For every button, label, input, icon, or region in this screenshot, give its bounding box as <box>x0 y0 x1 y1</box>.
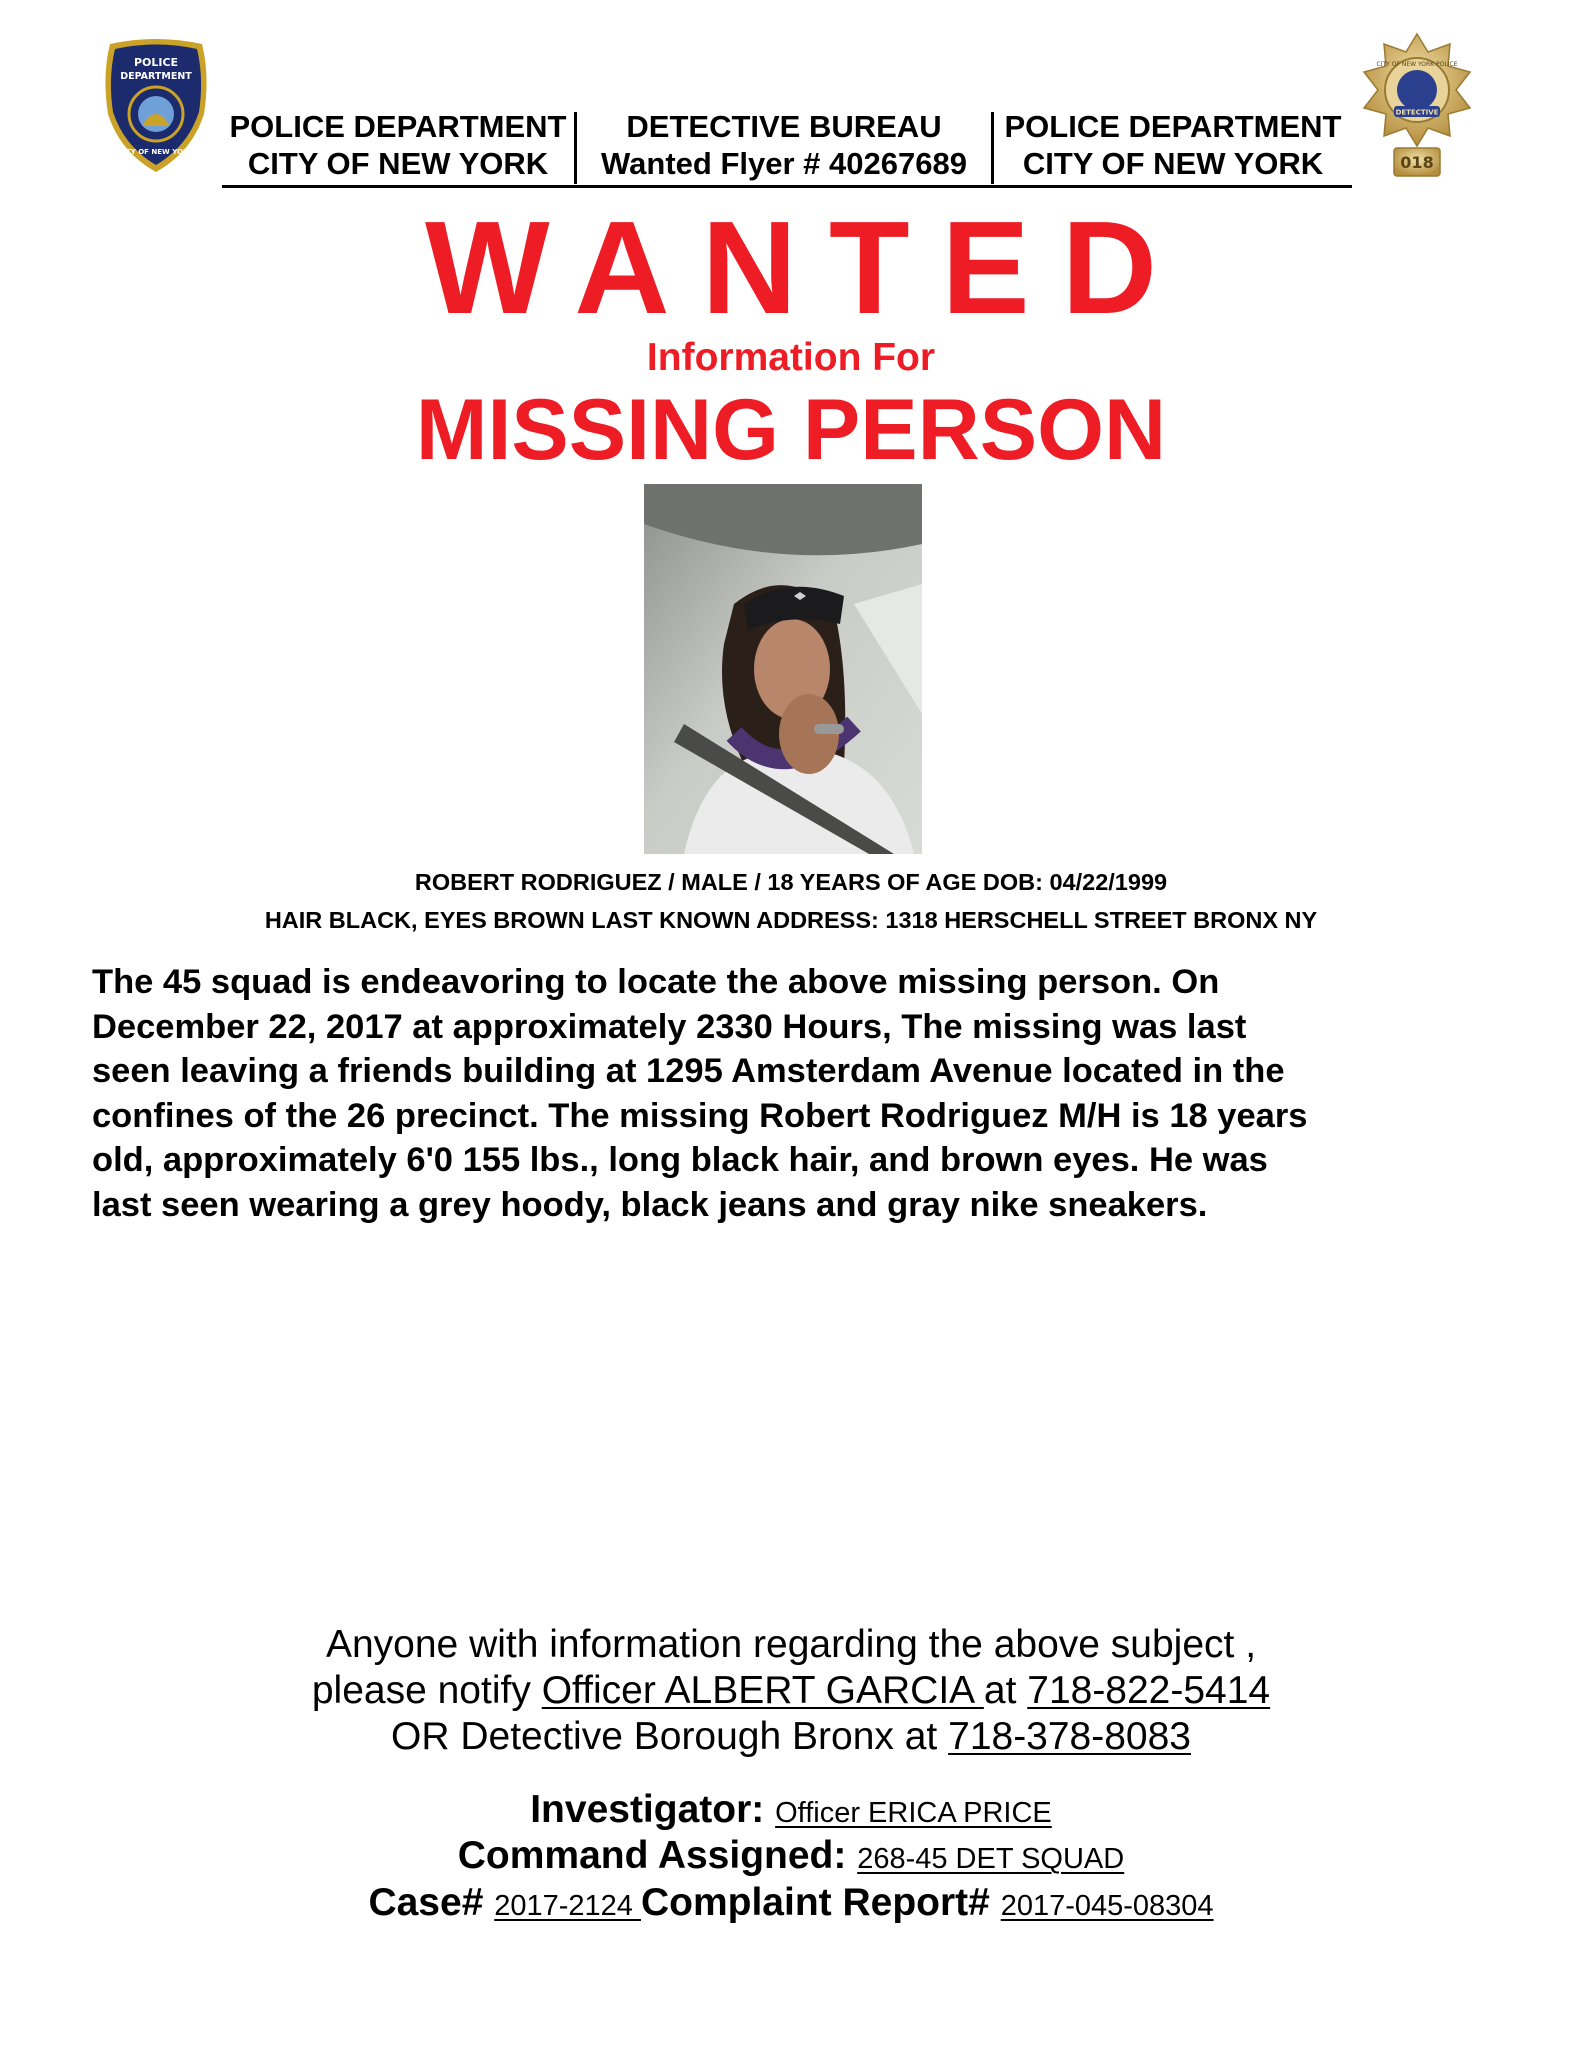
notify-prefix: please notify <box>311 1669 531 1712</box>
case-label: Case# <box>368 1881 484 1924</box>
at-text: at <box>983 1669 1017 1712</box>
command-value: 268-45 DET SQUAD <box>857 1843 1125 1875</box>
detective-badge-logo <box>1356 30 1478 182</box>
investigator-label: Investigator: <box>530 1788 765 1831</box>
investigator-name: Officer ERICA PRICE <box>775 1797 1052 1829</box>
missing-person-title: MISSING PERSON <box>415 382 1167 478</box>
flyer-number: Wanted Flyer # 40267689 <box>601 146 967 181</box>
complaint-number: 2017-045-08304 <box>1000 1890 1214 1922</box>
header-left-line1: POLICE DEPARTMENT <box>229 109 567 144</box>
header-left-block <box>222 106 574 184</box>
case-narrative: The 45 squad is endeavoring to locate the above missing person. On December 22, 2017 at approximately 2330 Hours, The missing was last seen leaving a friends building at 1295 Amsterdam Avenue located in the confines of the 26 precinct. The missing Robert Rodriguez M/H is 18 years old, approximately 6'0 155 lbs., long black hair, and brown eyes. He was last seen wearing a grey hoody, black jeans and gray nike sneakers. <box>92 963 1308 1224</box>
contact-notify-line <box>0 1668 1582 1714</box>
officer-name: Officer ALBERT GARCIA <box>541 1669 984 1712</box>
header-middle-block <box>574 106 994 184</box>
complaint-label: Complaint Report# <box>640 1881 990 1924</box>
information-for-subtitle: Information For <box>646 336 936 379</box>
contact-borough-line <box>0 1714 1582 1760</box>
svg-text:DETECTIVE: DETECTIVE <box>1395 108 1439 117</box>
case-number: 2017-2124 <box>494 1890 641 1922</box>
header-left-line2: CITY OF NEW YORK <box>247 146 549 181</box>
header-middle-line1: DETECTIVE BUREAU <box>626 109 942 144</box>
header-right-block <box>994 106 1352 184</box>
contact-intro: Anyone with information regarding the above subject , <box>325 1623 1257 1666</box>
svg-text:CITY OF NEW YORK POLICE: CITY OF NEW YORK POLICE <box>1376 61 1458 68</box>
header-rule <box>222 185 1352 188</box>
command-line <box>0 1833 1582 1882</box>
header-right-line2: CITY OF NEW YORK <box>1022 146 1324 181</box>
nypd-patch-logo <box>100 36 212 174</box>
command-label: Command Assigned: <box>457 1834 847 1877</box>
investigator-line <box>0 1787 1582 1836</box>
officer-phone: 718-822-5414 <box>1027 1669 1271 1712</box>
borough-prefix: OR Detective Borough Bronx at <box>391 1715 938 1758</box>
wanted-title: WANTED <box>425 194 1189 341</box>
subject-identity: ROBERT RODRIGUEZ / MALE / 18 YEARS OF AGE DOB: 04/22/1999 <box>414 869 1168 895</box>
case-numbers-line <box>0 1880 1582 1929</box>
missing-person-photo <box>644 484 922 854</box>
svg-text:POLICE: POLICE <box>133 56 179 69</box>
svg-text:018: 018 <box>1400 153 1434 172</box>
subject-description: HAIR BLACK, EYES BROWN LAST KNOWN ADDRESS: 1318 HERSCHELL STREET BRONX NY <box>264 907 1318 933</box>
svg-text:DEPARTMENT: DEPARTMENT <box>120 71 192 82</box>
borough-phone: 718-378-8083 <box>948 1715 1191 1758</box>
header-right-line1: POLICE DEPARTMENT <box>1004 109 1342 144</box>
svg-text:CITY OF NEW YORK: CITY OF NEW YORK <box>118 148 194 156</box>
